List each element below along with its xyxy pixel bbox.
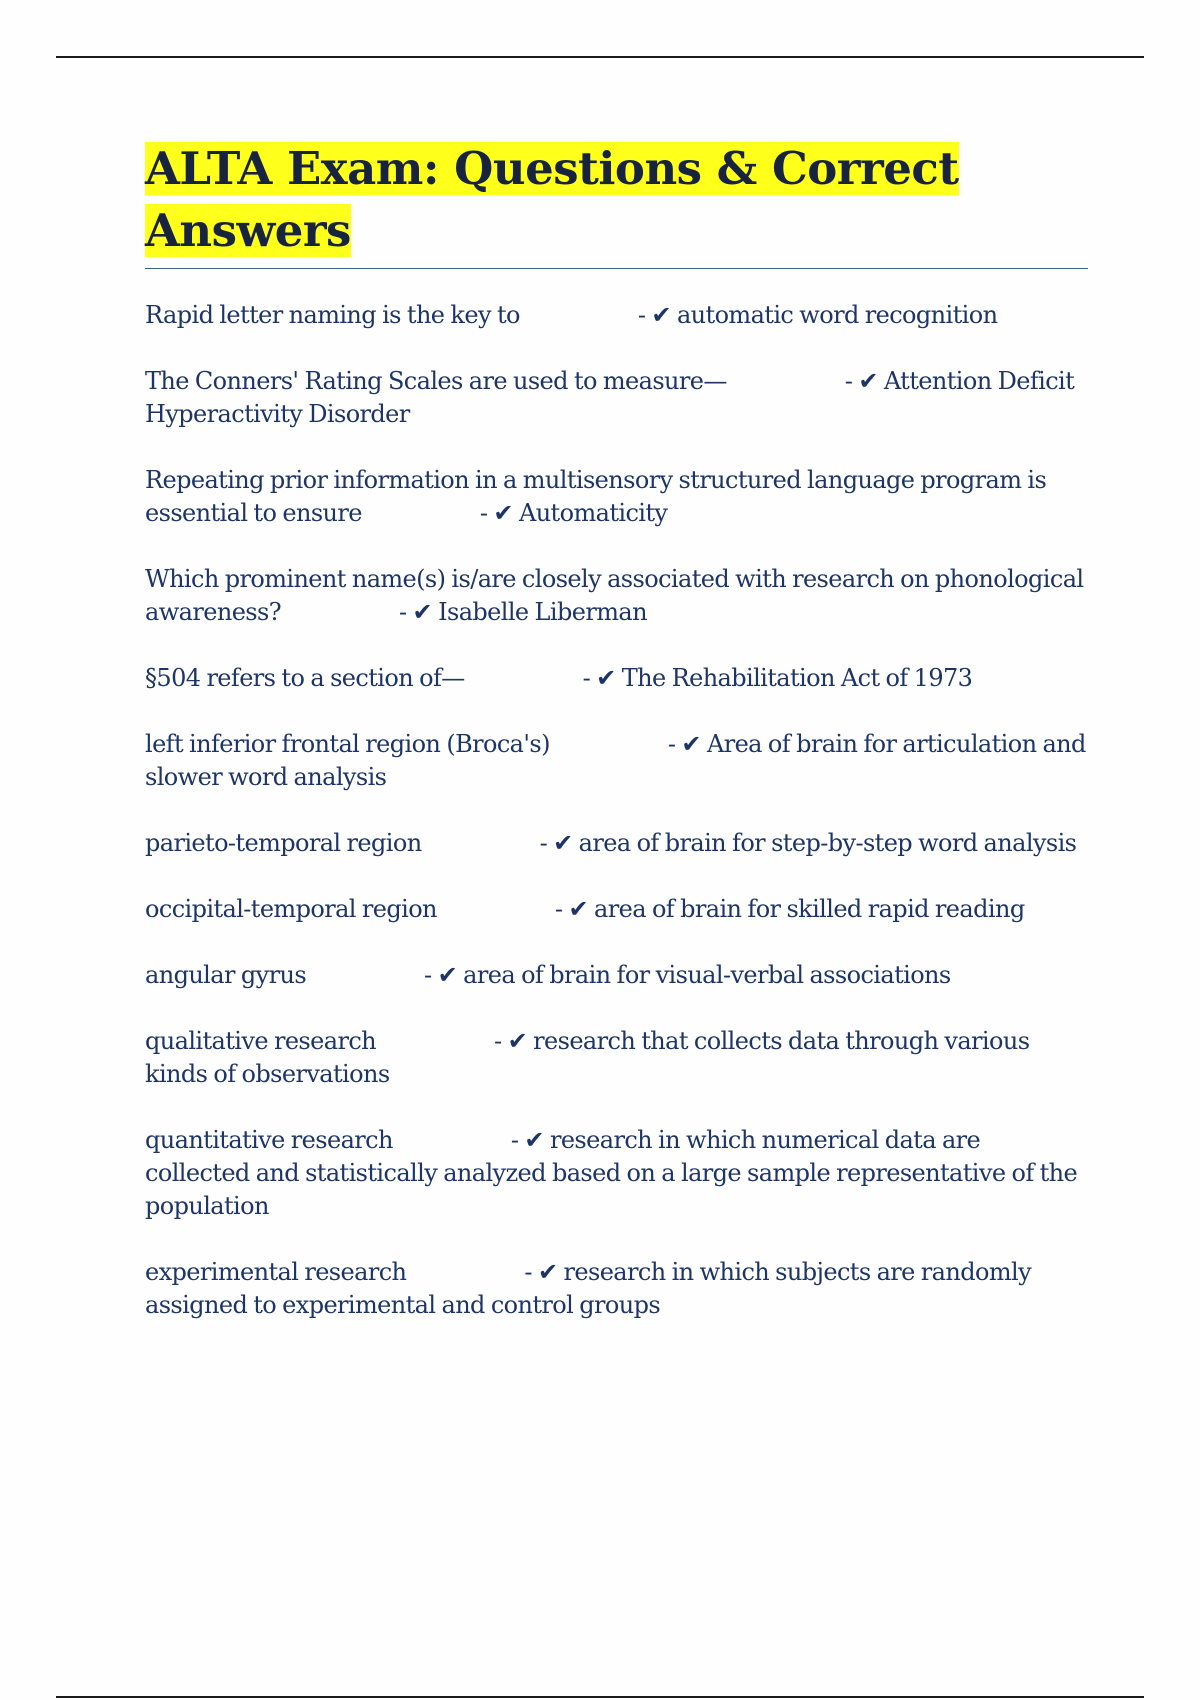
question-text: parieto-temporal region	[145, 829, 422, 857]
answer-text: Area of brain for articulation and slower word analysis	[145, 730, 1086, 791]
qa-item	[145, 299, 1090, 332]
qa-list	[145, 299, 1090, 1322]
qa-item	[145, 1256, 1090, 1322]
check-icon: - ✔	[554, 895, 588, 923]
check-icon: - ✔	[510, 1126, 544, 1154]
question-text: occipital-temporal region	[145, 895, 437, 923]
question-text: qualitative research	[145, 1027, 377, 1055]
title-highlight: ALTA Exam: Questions & Correct Answers	[145, 142, 959, 257]
answer-text: The Rehabilitation Act of 1973	[621, 664, 973, 692]
check-icon: - ✔	[667, 730, 701, 758]
check-icon: - ✔	[637, 301, 671, 329]
check-icon: - ✔	[494, 1027, 528, 1055]
question-text: Which prominent name(s) is/are closely associated with research on phonological awareness?	[145, 565, 1084, 626]
qa-item	[145, 365, 1090, 431]
answer-text: area of brain for skilled rapid reading	[594, 895, 1025, 923]
qa-item	[145, 827, 1090, 860]
check-icon: - ✔	[844, 367, 878, 395]
question-text: angular gyrus	[145, 961, 307, 989]
answer-text: Attention Deficit Hyperactivity Disorder	[145, 367, 1075, 428]
check-icon: - ✔	[582, 664, 616, 692]
document-body	[145, 138, 1090, 1355]
qa-item	[145, 563, 1090, 629]
question-text: quantitative research	[145, 1126, 393, 1154]
check-icon: - ✔	[539, 829, 573, 857]
qa-item	[145, 893, 1090, 926]
qa-item	[145, 728, 1090, 794]
question-text: Rapid letter naming is the key to	[145, 301, 520, 329]
question-text: §504 refers to a section of—	[145, 664, 465, 692]
qa-item	[145, 1025, 1090, 1091]
page-top-rule	[56, 56, 1144, 58]
check-icon: - ✔	[399, 598, 433, 626]
answer-text: automatic word recognition	[676, 301, 998, 329]
check-icon: - ✔	[524, 1258, 558, 1286]
question-text: The Conners' Rating Scales are used to measure—	[145, 367, 727, 395]
page-bottom-rule	[56, 1696, 1144, 1698]
answer-text: Automaticity	[518, 499, 668, 527]
answer-text: area of brain for step-by-step word analysis	[578, 829, 1077, 857]
question-text: experimental research	[145, 1258, 407, 1286]
answer-text: research in which subjects are randomly assigned to experimental and control groups	[145, 1258, 1032, 1319]
title-underline	[145, 268, 1088, 269]
check-icon: - ✔	[424, 961, 458, 989]
answer-text: research in which numerical data are collected and statistically analyzed based on a large sample representative of the population	[145, 1126, 1078, 1220]
qa-item	[145, 464, 1090, 530]
qa-item	[145, 959, 1090, 992]
check-icon: - ✔	[479, 499, 513, 527]
answer-text: area of brain for visual-verbal associations	[463, 961, 951, 989]
question-text: left inferior frontal region (Broca's)	[145, 730, 550, 758]
answer-text: Isabelle Liberman	[438, 598, 647, 626]
answer-text: research that collects data through various kinds of observations	[145, 1027, 1030, 1088]
qa-item	[145, 662, 1090, 695]
document-title	[145, 138, 1090, 262]
question-text: Repeating prior information in a multisensory structured language program is essential to ensure	[145, 466, 1047, 527]
qa-item	[145, 1124, 1090, 1223]
